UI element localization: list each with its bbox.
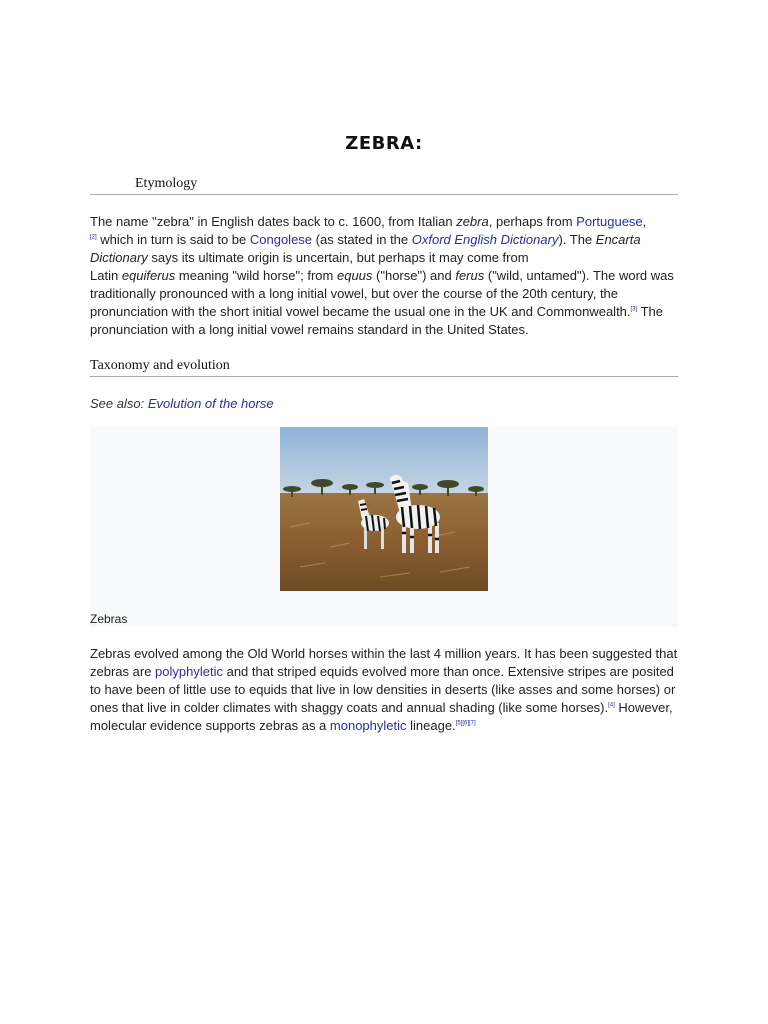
text-run: equiferus	[121, 268, 176, 283]
etymology-paragraph	[90, 213, 680, 339]
text-run: which in turn is said to be	[96, 232, 250, 247]
citation-5-6-7[interactable]: [5][6][7]	[455, 720, 476, 727]
citation-4[interactable]: [4]	[608, 702, 615, 709]
link-oxford-english-dictionary[interactable]: Oxford English Dictionary	[411, 232, 559, 247]
text-run: However, molecular evidence supports zebras as a	[90, 700, 673, 733]
section-heading-taxonomy	[90, 358, 678, 377]
zebra-photo[interactable]	[280, 427, 488, 591]
text-run: , perhaps from	[488, 214, 577, 229]
link-monophyletic[interactable]: monophyletic	[329, 718, 407, 733]
text-run: Encarta Dictionary	[90, 232, 641, 265]
text-run: Zebras evolved among the Old World horses within the last 4 million years. It has been suggested that zebras are	[90, 646, 678, 679]
text-run: The name "zebra" in English dates back to c. 1600, from Italian	[90, 214, 457, 229]
text-run: equus	[336, 268, 373, 283]
text-run: and that striped equids evolved more than once. Extensive stripes are posited to have been of little use to equids that live in low densities in deserts (like asses and some horses) or ones that live in colder climates with shaggy coats and annual shading (like some horses).	[90, 664, 676, 715]
text-run: zebra	[456, 214, 489, 229]
figure-box	[90, 427, 678, 627]
text-run: Latin	[90, 268, 122, 283]
section-heading-etymology	[90, 176, 678, 195]
figure-caption: Zebras	[90, 612, 128, 626]
zebra-photo-graphic	[280, 427, 488, 591]
link-portuguese[interactable]: Portuguese	[576, 214, 643, 229]
text-run: ). The	[558, 232, 596, 247]
see-also-note	[90, 396, 274, 411]
section-heading-etymology-text: Etymology	[135, 176, 198, 191]
see-also-prefix: See also:	[90, 396, 148, 411]
text-run: ferus	[455, 268, 485, 283]
text-run: ,	[642, 214, 647, 229]
text-run: ("horse") and	[372, 268, 456, 283]
evolution-paragraph	[90, 645, 680, 735]
link-congolese[interactable]: Congolese	[249, 232, 313, 247]
text-run: The pronunciation with a long initial vowel remains standard in the United States.	[90, 304, 663, 337]
text-run: says its ultimate origin is uncertain, but perhaps it may come from	[147, 250, 529, 265]
citation-3[interactable]: [3]	[630, 306, 638, 313]
text-run: ("wild, untamed"). The word was traditionally pronounced with a long initial vowel, but over the course of the 20th century, the pronunciation with the short initial vowel became the usual one in the UK and Commonwealth.	[90, 268, 674, 319]
text-run: (as stated in the	[312, 232, 412, 247]
text-run: meaning "wild horse"; from	[175, 268, 337, 283]
section-heading-taxonomy-text: Taxonomy and evolution	[90, 358, 230, 373]
link-evolution-of-the-horse[interactable]: Evolution of the horse	[147, 396, 274, 411]
text-run: lineage.	[406, 718, 456, 733]
citation-2[interactable]: [2]	[90, 234, 97, 241]
link-polyphyletic[interactable]: polyphyletic	[155, 664, 223, 679]
page-title: ZEBRA:	[345, 133, 423, 154]
